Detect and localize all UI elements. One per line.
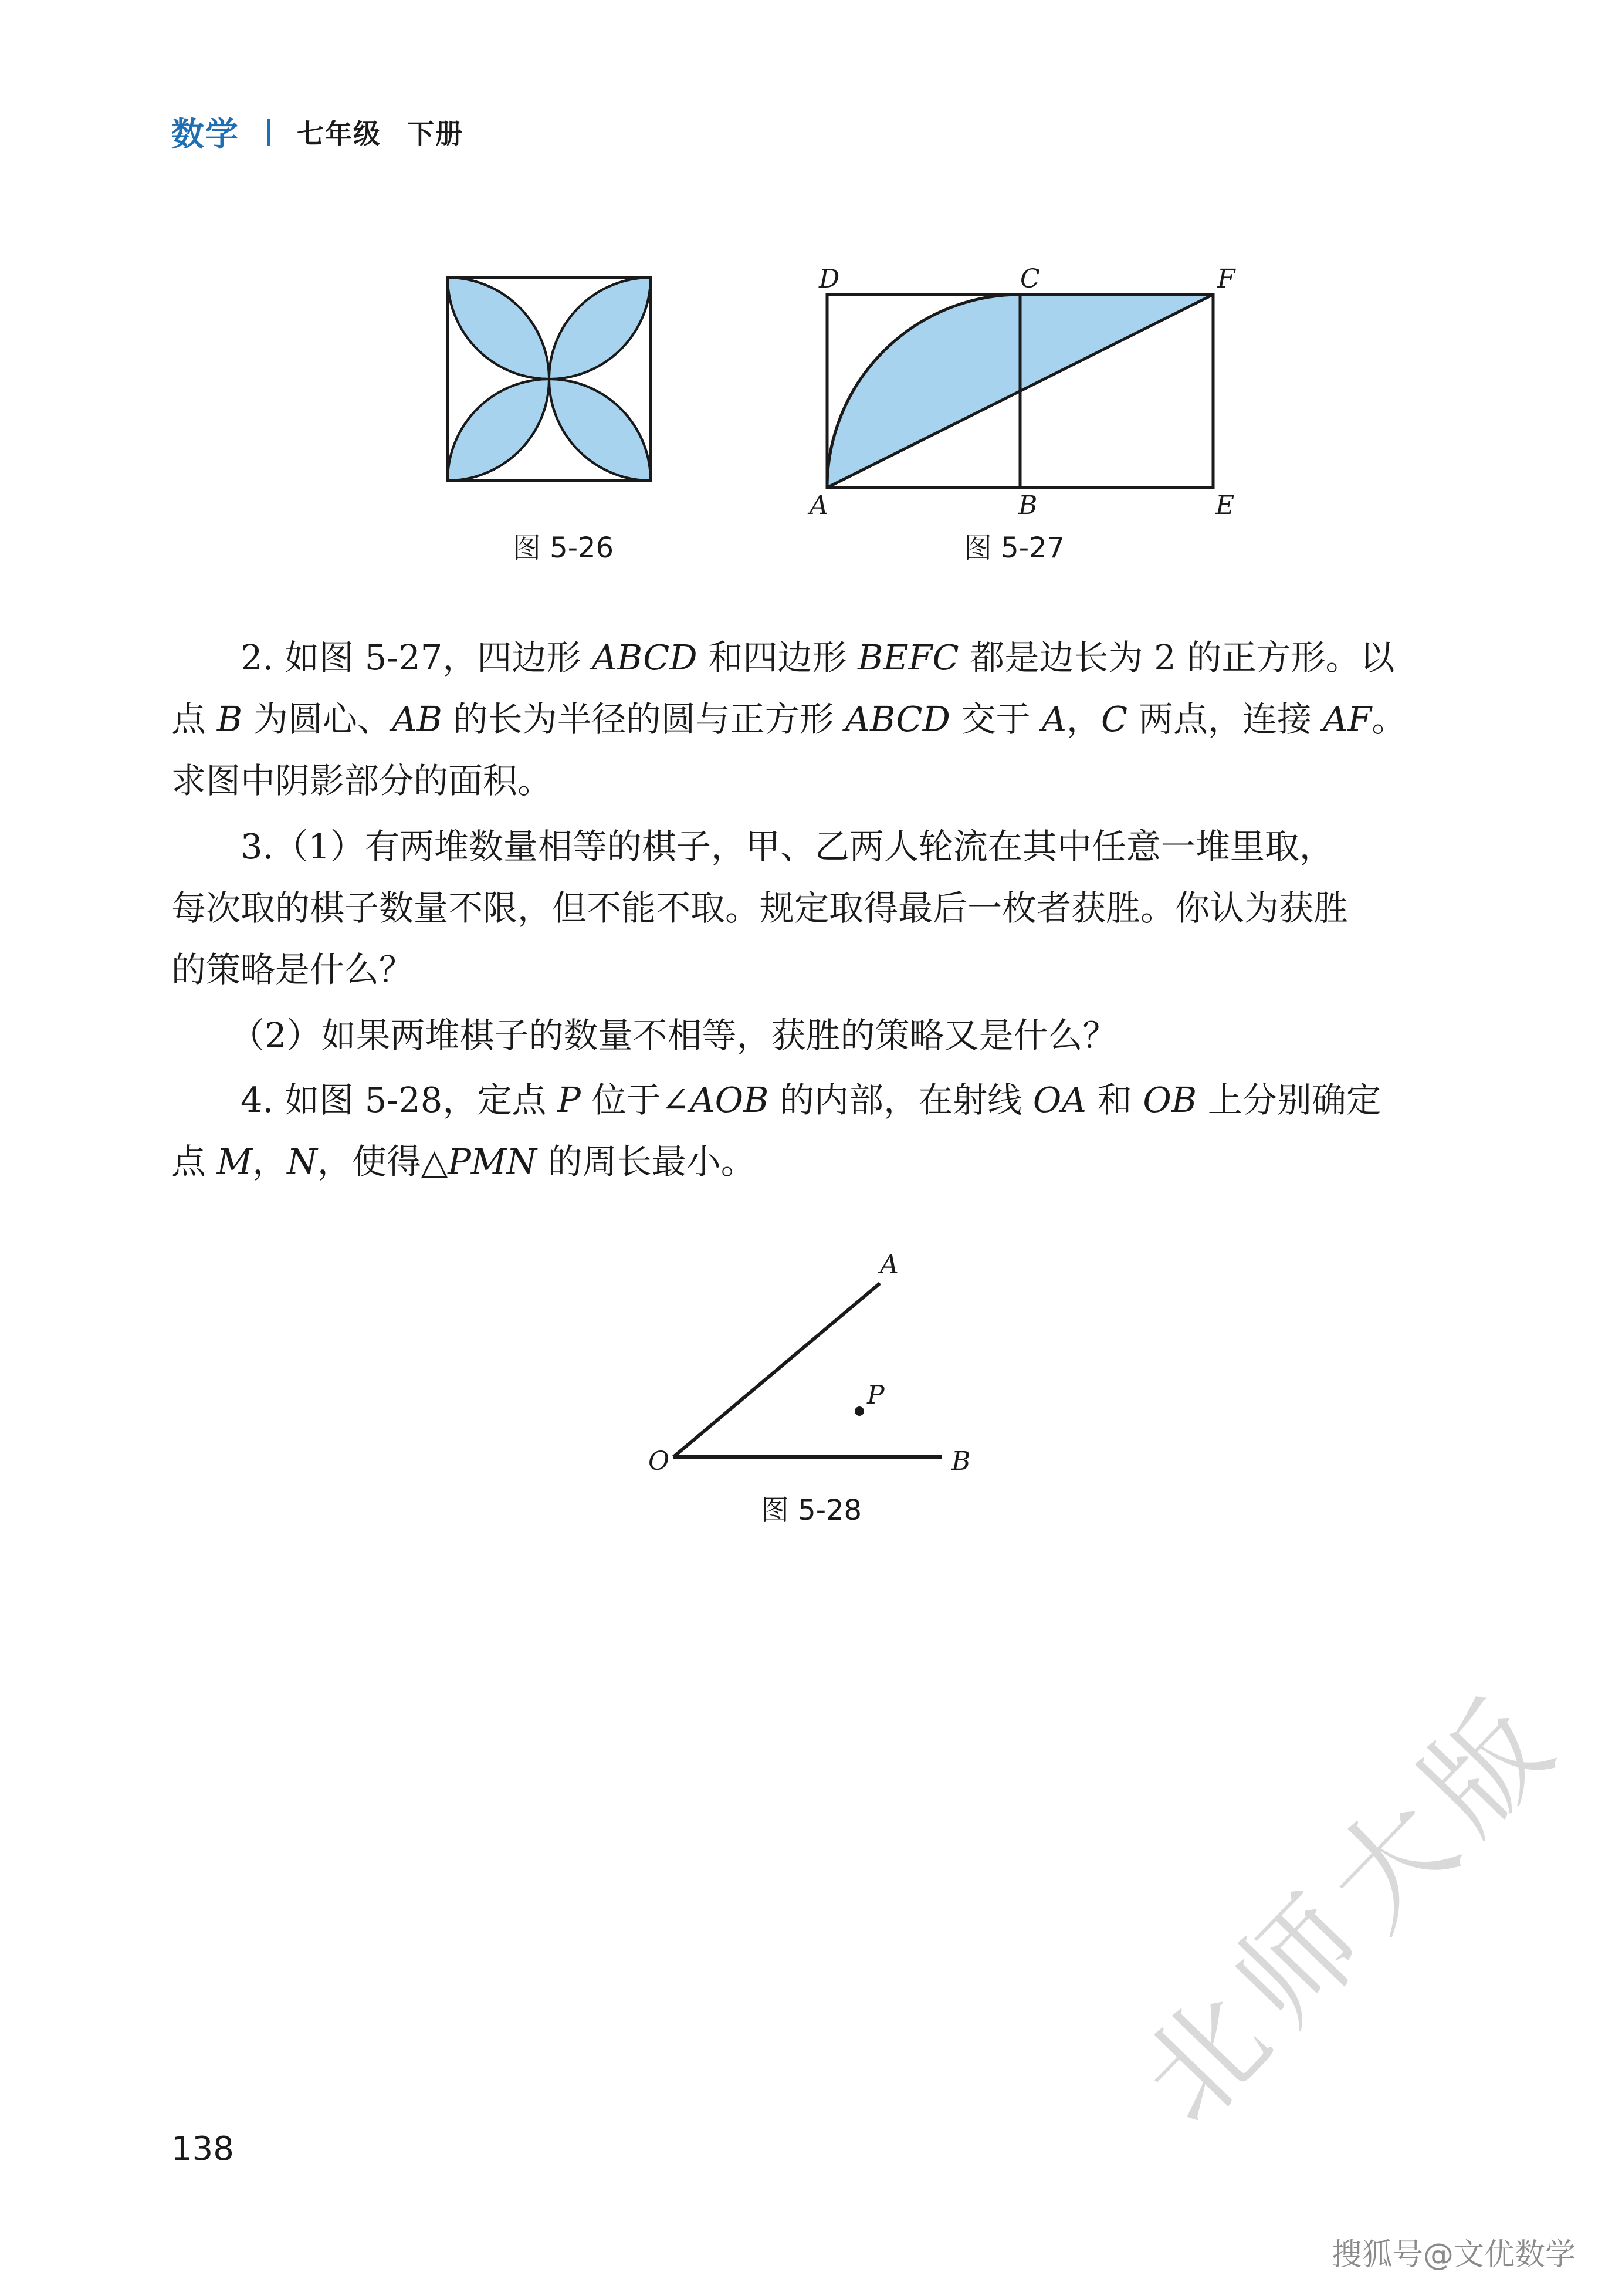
text-run: 4. 如图 5-28，定点 [241, 1080, 558, 1120]
problem-3-line-2: 每次取的棋子数量不限，但不能不取。规定取得最后一枚者获胜。你认为获胜 [171, 888, 1349, 928]
figure-5-28 [648, 1250, 970, 1527]
problem-2-line-1 [171, 627, 1531, 688]
math-abcd: ABCD [845, 699, 950, 739]
caption-5-28: 图 5-28 [760, 1494, 862, 1527]
label-f: F [1217, 264, 1235, 294]
math-ab: AB [391, 699, 442, 739]
text-run: 的长为半径的圆与正方形 [442, 699, 845, 739]
grade-text: 七年级 [297, 118, 381, 150]
problem-3-line-3: 的策略是什么？ [171, 949, 414, 990]
text-run: 的内部，在射线 [768, 1080, 1033, 1120]
math-ob: OB [1143, 1080, 1197, 1120]
text-run: ， [252, 1141, 287, 1182]
label-b: B [951, 1446, 971, 1476]
label-e: E [1215, 491, 1235, 520]
math-abcd: ABCD [592, 637, 697, 678]
math-pmn: PMN [448, 1141, 537, 1182]
label-b: B [1018, 491, 1038, 520]
text-run: 。 [1372, 699, 1407, 739]
problem-3-line-1: 3.（1）有两堆数量相等的棋子，甲、乙两人轮流在其中任意一堆里取， [241, 826, 1334, 867]
math-c: C [1101, 699, 1128, 739]
label-d: D [819, 264, 840, 294]
figure-5-27 [807, 264, 1236, 564]
text-run: 和四边形 [697, 637, 858, 678]
ray-oa [673, 1283, 880, 1457]
math-oa: OA [1032, 1080, 1086, 1120]
source-watermark: 搜狐号@文优数学 [1332, 2237, 1576, 2273]
problem-2-line-3: 求图中阴影部分的面积。 [171, 760, 553, 801]
problem-4-line-1 [171, 1069, 1531, 1131]
text-run: 上分别确定 [1197, 1080, 1381, 1120]
text-run: ， [1066, 699, 1102, 739]
text-run: ，使得△ [317, 1141, 448, 1182]
math-a: A [1041, 699, 1067, 739]
caption-5-27: 图 5-27 [963, 532, 1065, 564]
text-run: 2. 如图 5-27，四边形 [241, 637, 592, 678]
text-run: 的周长最小。 [536, 1141, 756, 1182]
problem-4-line-2 [171, 1131, 1462, 1192]
figure-5-26 [448, 278, 651, 564]
math-p: P [557, 1080, 581, 1120]
math-b: B [216, 699, 243, 739]
label-p: P [867, 1380, 885, 1410]
text-run: 交于 [950, 699, 1042, 739]
problem-2-line-2 [171, 688, 1462, 750]
subject-title: 数学 [171, 116, 239, 154]
math-n: N [287, 1141, 317, 1182]
text-run: 点 [171, 1141, 217, 1182]
label-c: C [1020, 264, 1040, 294]
text-run: 位于∠ [580, 1080, 690, 1120]
point-p [855, 1406, 864, 1416]
label-a: A [810, 491, 828, 520]
page-number: 138 [171, 2130, 234, 2168]
text-run: 点 [171, 699, 217, 739]
text-run: 为圆心、 [242, 699, 392, 739]
label-o: O [648, 1446, 670, 1476]
math-befc: BEFC [858, 637, 959, 678]
problem-3-line-4: （2）如果两堆棋子的数量不相等，获胜的策略又是什么？ [230, 1015, 1118, 1056]
caption-5-26: 图 5-26 [512, 532, 614, 564]
math-aob: AOB [690, 1080, 769, 1120]
text-run: 都是边长为 2 的正方形。以 [959, 637, 1395, 678]
label-a: A [880, 1250, 899, 1280]
math-m: M [216, 1141, 253, 1182]
math-af: AF [1322, 699, 1372, 739]
text-run: 两点，连接 [1127, 699, 1323, 739]
volume-text: 下册 [407, 118, 463, 150]
text-run: 和 [1086, 1080, 1143, 1120]
publisher-watermark: 北师大版 [1115, 1665, 1589, 2149]
